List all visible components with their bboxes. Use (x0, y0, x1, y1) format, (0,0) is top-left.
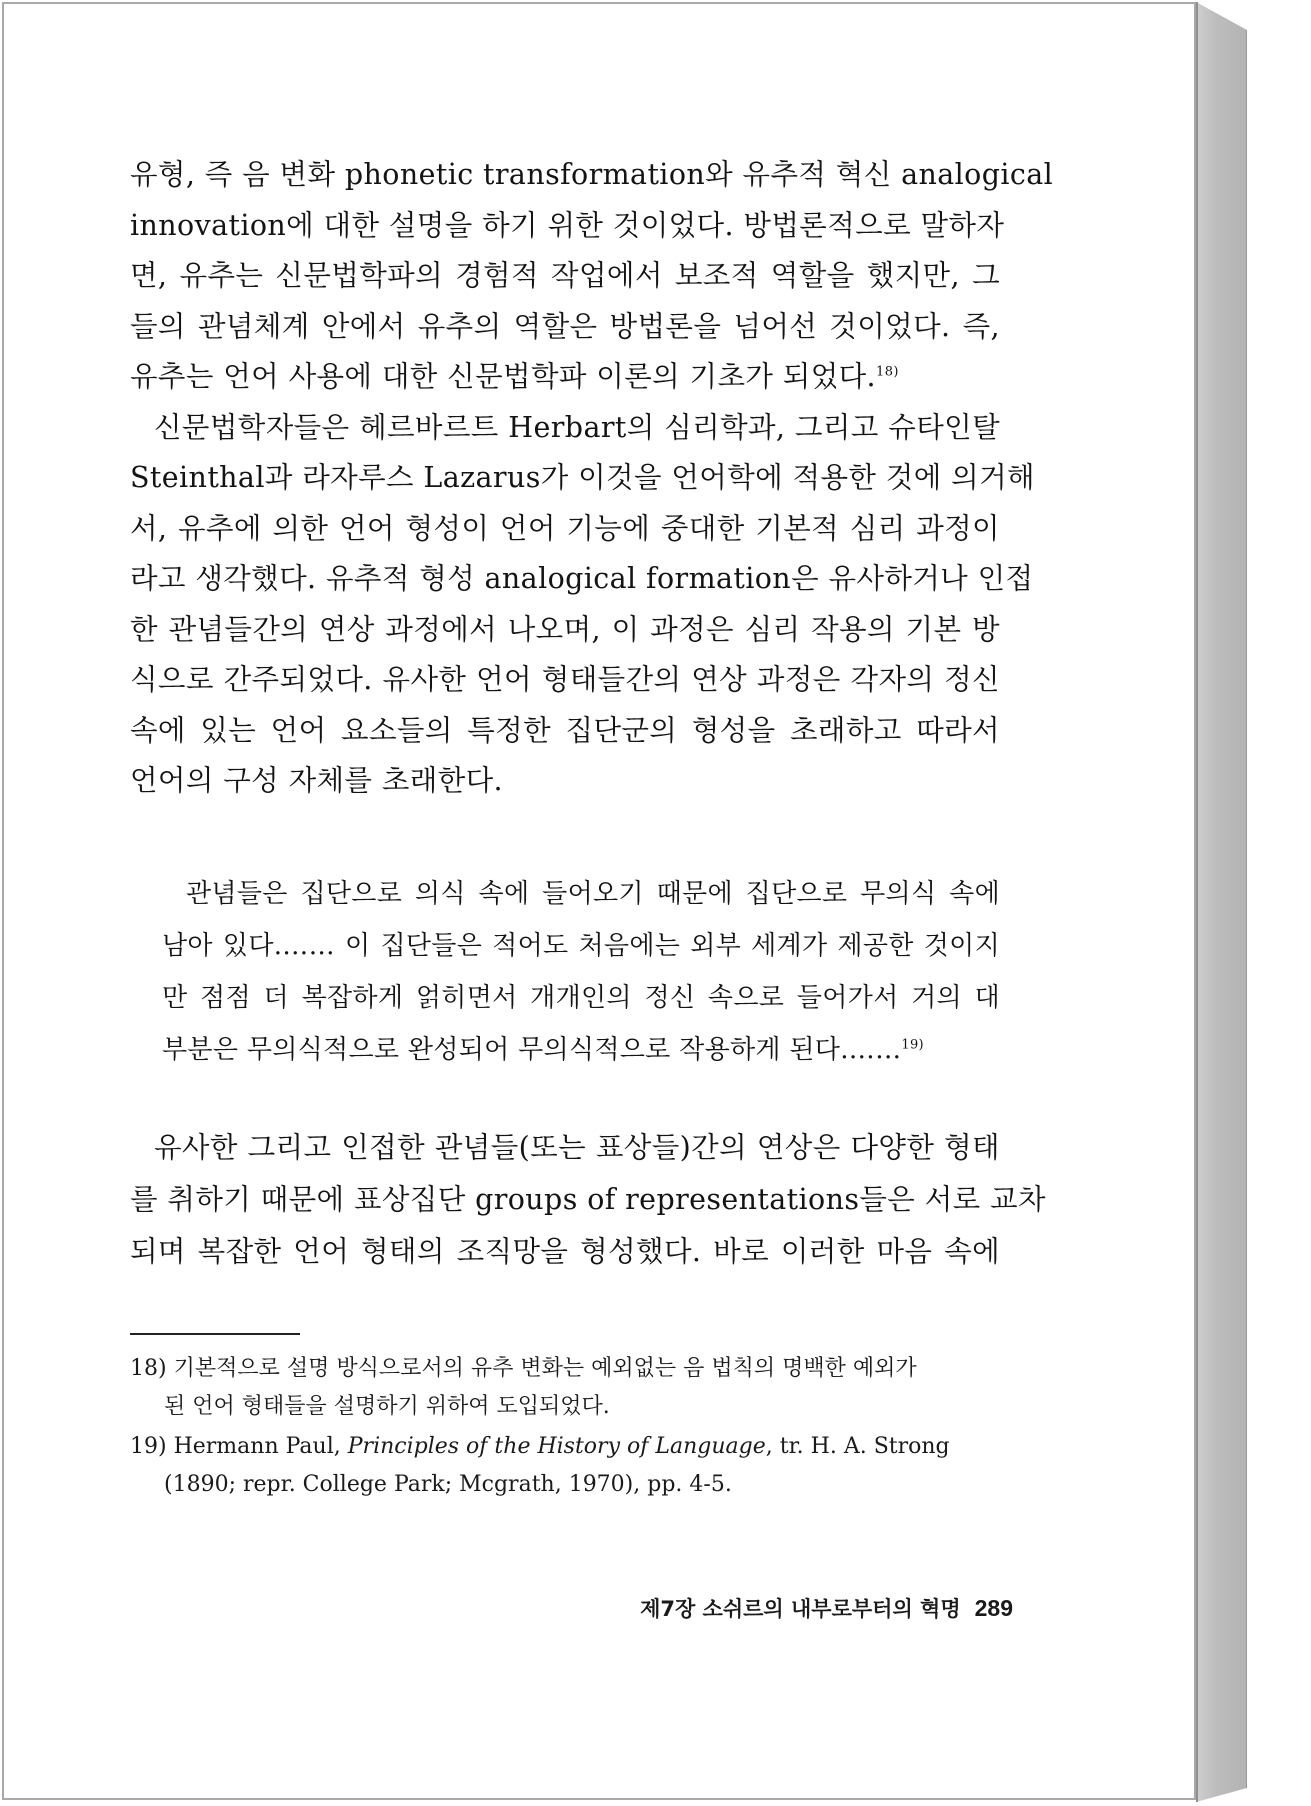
quote-line (162, 1024, 1000, 1076)
text-line: 면, 유추는 신문법학파의 경험적 작업에서 보조적 역할을 했지만, 그 (130, 259, 1000, 292)
paragraph-1 (130, 150, 1054, 403)
book-page-edge (1196, 2, 1247, 1802)
footnote-number: 19) (130, 1434, 167, 1459)
text-line (130, 352, 1000, 403)
text-line: 유사한 그리고 인접한 관념들(또는 표상들)간의 연상은 다양한 형태 (154, 1131, 1000, 1164)
text-line: 들의 관념체계 안에서 유추의 역할은 방법론을 넘어선 것이었다. 즉, (130, 309, 1000, 343)
text-line: 속에 있는 언어 요소들의 특정한 집단군의 형성을 초래하고 따라서 (130, 713, 1000, 747)
text-line: 신문법학자들은 헤르바르트 Herbart의 심리학과, 그리고 슈타인탈 (154, 410, 1000, 444)
text-line: 유형, 즉 음 변화 phonetic transformation와 유추적 혁신 analogical (130, 158, 1054, 191)
page-edge-shadow (1196, 2, 1198, 1802)
paragraph-2 (130, 403, 1035, 807)
footnote-text-continued: (1890; repr. College Park; Mcgrath, 1970), pp. 4-5. (164, 1472, 732, 1497)
footnote-author: Hermann Paul, (173, 1434, 341, 1459)
text-line: 를 취하기 때문에 표상집단 groups of representations들은 서로 교차 (130, 1183, 1046, 1216)
footnote-number: 18) (130, 1356, 167, 1381)
text-line: 라고 생각했다. 유추적 형성 analogical formation은 유사하거나 인접 (130, 562, 1034, 595)
paragraph-3 (130, 1122, 1046, 1278)
footnote-separator (130, 1333, 300, 1335)
footnote-book-title: Principles of the History of Language (347, 1434, 766, 1459)
text-line: 언어의 구성 자체를 초래한다. (130, 764, 504, 797)
footnote-18 (130, 1350, 1020, 1426)
footnote-text-continued: 된 언어 형태들을 설명하기 위하여 도입되었다. (164, 1394, 610, 1419)
quote-line: 관념들은 집단으로 의식 속에 들어오기 때문에 집단으로 무의식 속에 (186, 879, 1000, 909)
text-line-content: 유추는 언어 사용에 대한 신문법학파 이론의 기초가 되었다. (130, 360, 877, 393)
page-number: 289 (974, 1595, 1013, 1621)
quote-line: 남아 있다.…… 이 집단들은 적어도 처음에는 외부 세계가 제공한 것이지 (162, 931, 1000, 961)
footnote-19 (130, 1428, 1020, 1504)
text-line: 한 관념들간의 연상 과정에서 나오며, 이 과정은 심리 작용의 기본 방 (130, 612, 1000, 646)
footnote-text: 기본적으로 설명 방식으로서의 유추 변화는 예외없는 음 법칙의 명백한 예외가 (173, 1356, 917, 1381)
text-line: Steinthal과 라자루스 Lazarus가 이것을 언어학에 적용한 것에 의거해 (130, 461, 1035, 494)
text-line: 식으로 간주되었다. 유사한 언어 형태들간의 연상 과정은 각자의 정신 (130, 663, 1000, 696)
quote-line-content: 부분은 무의식적으로 완성되어 무의식적으로 작용하게 된다.…… (162, 1035, 902, 1065)
text-line: 되며 복잡한 언어 형태의 조직망을 형성했다. 바로 이러한 마음 속에 (130, 1235, 1000, 1268)
running-footer (640, 1593, 1013, 1623)
text-line: 서, 유추에 의한 언어 형성이 언어 기능에 중대한 기본적 심리 과정이 (130, 511, 1000, 545)
footnote-ref-18[interactable]: 18) (876, 364, 899, 380)
footnotes (130, 1350, 1020, 1506)
footnote-ref-19[interactable]: 19) (901, 1037, 924, 1053)
quote-line: 만 점점 더 복잡하게 얽히면서 개개인의 정신 속으로 들어가서 거의 대 (162, 983, 1000, 1013)
chapter-title: 제7장 소쉬르의 내부로부터의 혁명 (640, 1597, 961, 1621)
block-quote (162, 868, 1000, 1076)
main-body-text (130, 150, 1054, 807)
footnote-translator: , tr. H. A. Strong (765, 1434, 950, 1459)
text-line: innovation에 대한 설명을 하기 위한 것이었다. 방법론적으로 말하자 (130, 208, 1005, 242)
